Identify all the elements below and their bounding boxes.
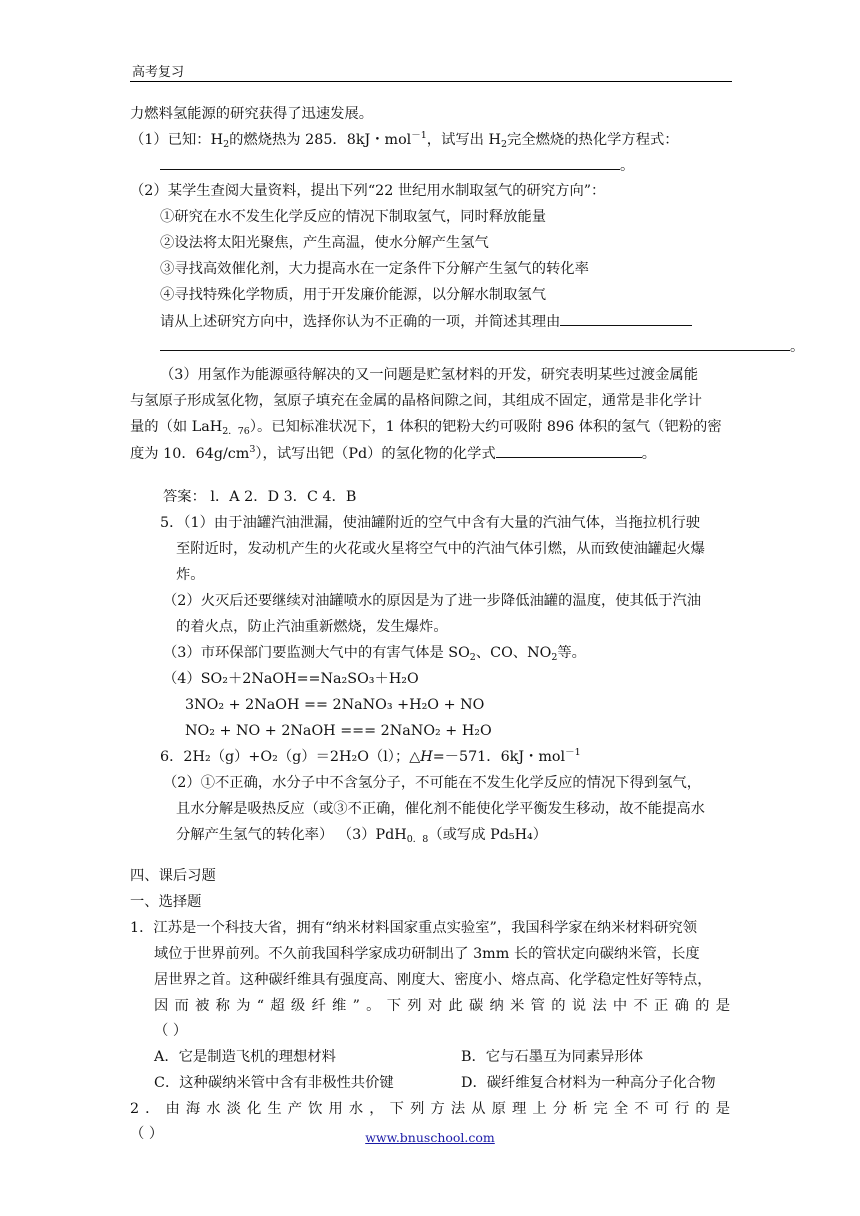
mc1-answer-paren: （ ） bbox=[154, 1023, 188, 1039]
answer-5-1c: 炸。 bbox=[176, 567, 205, 583]
mc1-line-2: 域位于世界前列。不久前我国科学家成功研制出了 3mm 长的管状定向碳纳米管，长度 bbox=[154, 946, 700, 962]
q2-option-4: ④寻找特殊化学物质，用于开发廉价能源，以分解水制取氢气 bbox=[160, 287, 547, 303]
page-footer bbox=[0, 1130, 860, 1145]
q3-line-4: 度为 10．$64g/cm^3$），试写出钯（Pd）的氢化物的化学式 。 bbox=[130, 444, 657, 462]
answer-5-3: （3）市环保部门要监测大气中的有害气体是 $SO_2$、CO、$NO_2$等。 bbox=[163, 645, 586, 663]
equation-2: 3NO₂ + 2NaOH == 2NaNO₃ +H₂O + NO bbox=[185, 697, 485, 713]
mc2-answer-paren: （ ） bbox=[130, 1126, 164, 1142]
answer-5-2b: 的着火点，防止汽油重新燃烧，发生爆炸。 bbox=[176, 619, 448, 635]
q2-ask: 请从上述研究方向中，选择你认为不正确的一项，并简述其理由 bbox=[160, 311, 692, 332]
answer-6-2a: （2）①不正确，水分子中不含氢分子，不可能在不发生化学反应的情况下得到氢气， bbox=[163, 775, 702, 791]
q2-line: （2）某学生查阅大量资料，提出下列“22 世纪用水制取氢气的研究方向”： bbox=[130, 183, 606, 199]
q2-option-1: ①研究在水不发生化学反应的情况下制取氢气，同时释放能量 bbox=[160, 209, 547, 225]
mc1-option-b: B．它与石墨互为同素异形体 bbox=[461, 1049, 644, 1065]
page-header: 高考复习 bbox=[132, 65, 185, 80]
q1-line: （1）已知：$H_2$的燃烧热为 285．8kJ・mol$^{-1}$，试写出 $H_2$完全燃烧的热化学方程式： bbox=[130, 130, 679, 150]
q1-answer-blank: 。 bbox=[160, 155, 634, 176]
equation-1: SO₂＋2NaOH==Na₂SO₃＋H₂O bbox=[200, 671, 419, 687]
mc1-option-d: D．碳纤维复合材料为一种高分子化合物 bbox=[461, 1075, 716, 1091]
answer-5-2a: （2）火灭后还要继续对油罐喷水的原因是为了进一步降低油罐的温度，使其低于汽油 bbox=[163, 593, 702, 609]
answer-5-1a: 5．（1）由于油罐汽油泄漏，使油罐附近的空气中含有大量的汽油气体，当拖拉机行驶 bbox=[160, 515, 701, 531]
answer-6-2c: 分解产生氢气的转化率） （3）PdH$_{0.8}$（或写成 Pd₅H₄） bbox=[176, 827, 548, 845]
mc1-option-c: C．这种碳纳米管中含有非极性共价键 bbox=[154, 1075, 394, 1091]
footer-link[interactable]: www.bnuschool.com bbox=[365, 1130, 495, 1145]
mc1-line-3: 居世界之首。这种碳纤维具有强度高、刚度大、密度小、熔点高、化学稳定性好等特点， bbox=[154, 972, 712, 988]
q2-option-3: ③寻找高效催化剂，大力提高水在一定条件下分解产生氢气的转化率 bbox=[160, 261, 589, 277]
mc1-line-1: 1．江苏是一个科技大省，拥有“纳米材料国家重点实验室”，我国科学家在纳米材料研究领 bbox=[130, 920, 697, 936]
section-heading-4: 四、课后习题 bbox=[130, 868, 216, 884]
q3-line-3: 量的（如 LaH$_{2.76}$）。已知标准状况下，1 体积的钯粉大约可吸附 896 体积的氢气（钯粉的密 bbox=[130, 419, 722, 437]
q3-line-1: （3）用氢作为能源亟待解决的又一问题是贮氢材料的开发，研究表明某些过渡金属能 bbox=[160, 367, 699, 383]
q3-line-2: 与氢原子形成氢化物，氢原子填充在金属的晶格间隙之间，其组成不固定，通常是非化学计 bbox=[130, 393, 702, 409]
mc1-option-a: A．它是制造飞机的理想材料 bbox=[154, 1049, 336, 1065]
q2-answer-blank: 。 bbox=[160, 336, 804, 357]
header-rule bbox=[130, 81, 732, 82]
question-intro: 力燃料氢能源的研究获得了迅速发展。 bbox=[130, 106, 374, 122]
mc2-line-1: 2．由海水淡化生产饮用水，下列方法从原理上分析完全不可行的是 bbox=[130, 1101, 730, 1117]
answer-heading: 答案： l．A 2．D 3．C 4．B bbox=[163, 489, 357, 505]
q2-option-2: ②设法将太阳光聚焦，产生高温，使水分解产生氢气 bbox=[160, 235, 489, 251]
answer-5-1b: 至附近时，发动机产生的火花或火星将空气中的汽油气体引燃，从而致使油罐起火爆 bbox=[176, 541, 705, 557]
mc1-line-4: 因而被称为“超级纤维”。下列对此碳纳米管的说法中不正确的是 bbox=[154, 998, 730, 1014]
equation-3: NO₂ + NO + 2NaOH === 2NaNO₂ + H₂O bbox=[185, 723, 492, 739]
answer-5-4: （4）SO₂＋2NaOH==Na₂SO₃＋H₂O bbox=[163, 671, 419, 687]
answer-6-1: 6．2H₂（g）+O₂（g）＝2H₂O（l）；△H=－571．6kJ・mol$^{-1}$ bbox=[160, 747, 581, 765]
section-heading-choice: 一、选择题 bbox=[130, 894, 202, 910]
answer-6-2b: 且水分解是吸热反应（或③不正确，催化剂不能使化学平衡发生移动，故不能提高水 bbox=[176, 801, 705, 817]
